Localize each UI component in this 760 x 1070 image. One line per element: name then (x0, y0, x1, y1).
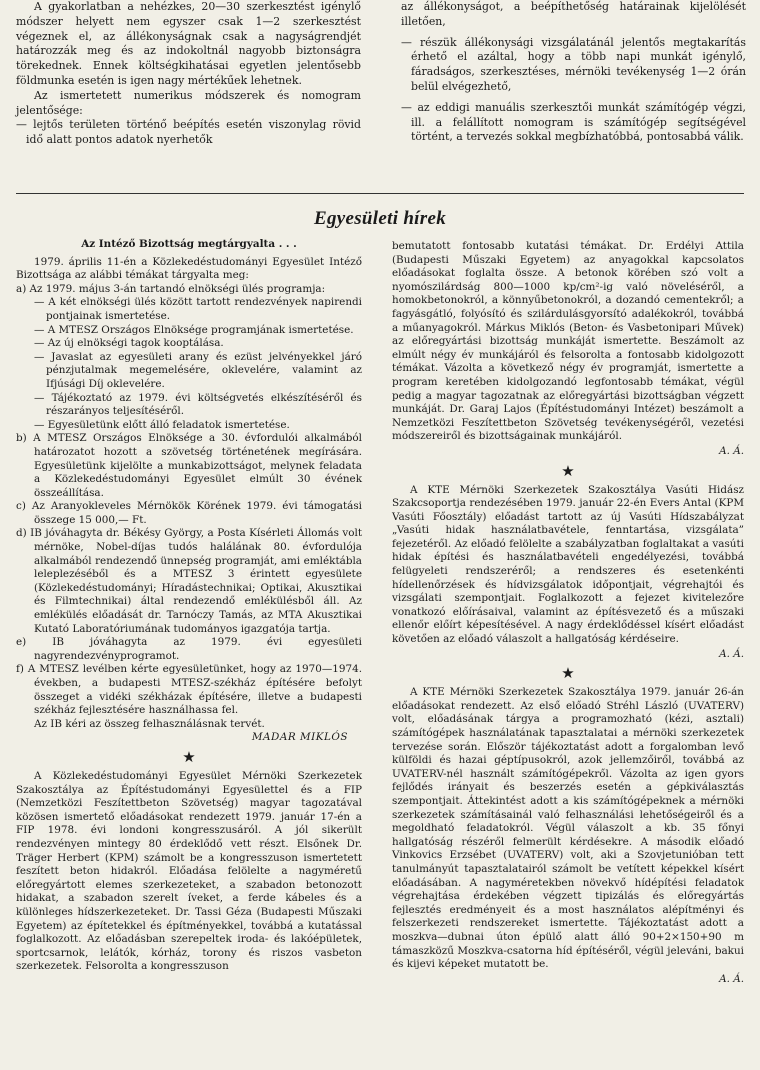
paragraph: 1979. április 11-én a Közlekedéstudományi Egyesület Intéző Bizottsága az alábbi témákat tárgyalta meg: (16, 255, 362, 282)
author-initials: A. Á. (719, 972, 744, 985)
star-separator-icon: ★ (561, 461, 575, 480)
dash-item: — lejtős területen történő beépítés esetén viszonylag rövid idő alatt pontos adatok nyerhetők (16, 118, 361, 147)
agenda-item: d) IB jóváhagyta dr. Békésy György, a Posta Kísérleti Állomás volt mérnöke, Nobel-díjas tudós halálának 80. évfordulója alkalmából rendezendő ünnepség programját, ami emléktábla leleplezéséből és a MTESZ 3 érintett egyesülete (Közlekedéstudományi; Híradástechnikai; Optikai, Akusztikai és Filmtechnikai) által rendezendő emlékülésből áll. Az emlékülés előadását dr. Tarnóczy Tamás, az MTA Akusztikai Kutató Laboratóriumának tudományos igazgatója tartja. (16, 527, 362, 635)
top-left-column (16, 0, 361, 148)
agenda-subitem: — A MTESZ Országos Elnöksége programjának ismertetése. (34, 323, 354, 336)
section-title: Egyesületi hírek (314, 208, 446, 229)
paragraph: A gyakorlatban a nehézkes, 20—30 szerkesztést igénylő módszer helyett nem egyszer csak 1—2 szerkesztést végeznek el, az állékonyságnak csak a nagyságrendjét határozzák meg és az indokoltnál nagyobb biztonságra törekednek. Ennek költségkihatásai egyetlen jelentősebb földmunka esetén is igen nagy mértékűek lehetnek. (16, 0, 361, 87)
section-divider (16, 193, 744, 194)
agenda-item: a) Az 1979. május 3-án tartandó elnökségi ülés programja: (16, 282, 326, 295)
agenda-subitem: — Javaslat az egyesületi arany és ezüst jelvényekkel járó pénzjutalmak megemelésére, oklevelére, valamint az Ifjúsági Díj oklevelére. (34, 350, 362, 390)
dash-item: — az eddigi manuális szerkesztői munkát számítógép végzi, ill. a felállított nomogram is számítógép segítségével történt, a tervezés sokkal megbízhatóbbá, pontosabbá válik. (401, 100, 746, 144)
author-signature: MADAR MIKLÓS (251, 731, 348, 744)
article-subtitle: Az Intéző Bizottság megtárgyalta . . . (81, 238, 297, 250)
paragraph: Az ismertetett numerikus módszerek és nomogram jelentősége: (16, 88, 361, 117)
paragraph: az állékonyságot, a beépíthetőség határainak kijelölését illetően, (401, 0, 746, 28)
star-separator-icon: ★ (561, 664, 575, 683)
agenda-item: c) Az Aranyokleveles Mérnökök Körének 1979. évi támogatási összege 15 000,— Ft. (16, 500, 362, 526)
agenda-subitem: — A két elnökségi ülés között tartott rendezvények napirendi pontjainak ismertetése. (34, 296, 362, 322)
agenda-item: e) IB jóváhagyta az 1979. évi egyesületi nagyrendezvényprogramot. (16, 636, 362, 662)
agenda-subitem: — Az új elnökségi tagok kooptálása. (34, 337, 224, 350)
paragraph: A KTE Mérnöki Szerkezetek Szakosztálya 1979. január 26-án előadásokat rendezett. Az első előadó Stréhl László (UVATERV) volt, előadásának tárgya a programozható (kézi, asztali) számítógépek használatának tapasztalatai a mérnöki szerkezetek tervezése során. Először tájékoztatást adott a forgalomban levő külföldi és hazai géptípusokról, azok jellemzőiről, továbbá az UVATERV-nél használt számítógépekről. Vázolta az igen gyors fejlődés irányait és beszerzés esetén a gépkiválasztás szempontjait. Áttekintést adott a kis számítógépeknek a mérnöki szerkezetek számításainál való felhasználási lehetőségeiről és a megoldható feladatokról. Végül válaszolt a kb. 35 főnyi hallgatóság részéről felmerült kérdésekre. A második előadó Vinkovics Erzsébet (UVATERV) volt, aki a Szovjetunióban tett tanulmányút tapasztalatairól számolt be vetített képekkel kísért előadásában. A nagyméretekben növekvő hídépítési feladatok végrehajtása érdekében végzett tipizálás és előregyártás fejlesztés eredményeit és a most használatos alépítményi és felszerkezeti rendszereket ismertette. Tájékoztatást adott a moszkva—dubnai úton épülő alatt álló 90+2×150+90 m támaszközű Moszkva-csatorna híd építéséről, végül jeleváni, bakui és kijevi képeket mutatott be. (392, 686, 744, 971)
right-column (392, 240, 744, 986)
agenda-subitem: — Tájékoztató az 1979. évi költségvetés elkészítéséről és részarányos teljesítéséről. (34, 391, 362, 418)
paragraph: A Közlekedéstudományi Egyesület Mérnöki Szerkezetek Szakosztálya az Építéstudományi Egyesülettel és a FIP (Nemzetközi Feszítettbeton Szövetség) magyar tagozatával közösen ismertető előadásokat rendezett 1979. január 17-én a FIP 1978. évi londoni kongresszusáról. A jól sikerült rendezvényen mintegy 80 érdeklődő vett részt. Elsőnek Dr. Träger Herbert (KPM) számolt be a kongresszuson ismertetett feszített beton hidakról. Előadása felölelte a nagyméretű előregyártott elemes szerkezeteket, a szabadon betonozott hidakat, a szabadon szerelt íveket, a ferde kábeles és a különleges hídszerkezeteket. Dr. Tassi Géza (Budapesti Műszaki Egyetem) az építetekkel és építményekkel, továbbá a kutatással foglalkozott. Az előadásban szerepeltek iroda- és lakóépületek, sportcsarnok, lelátók, kórház, torony és riszos vasbeton szerkezetek. Felsorolta a kongresszuson (16, 769, 362, 973)
paragraph: bemutatott fontosabb kutatási témákat. Dr. Erdélyi Attila (Budapesti Műszaki Egyetem) az anyagokkal kapcsolatos előadásokat foglalta össze. A betonok körében szó volt a nyomószilárdság 800—1000 kp/cm²-ig való növeléséről, a homokbetonokról, a könnyűbetonokról, a dozandó cementekről; a fagyásgátló, folyósító és szilárdulásgyorsító adalékokról, továbbá a műanyagokról. Márkus Miklós (Beton- és Vasbetonipari Művek) az előregyártási bizottság munkáját ismertette. Beszámolt az elmúlt négy év munkájáról és felsorolta a fontosabb kidolgozott témákat. Vázolta a következő négy év programját, ismertette a program keretében kidolgozandó legfontosabb témákat, végül pedig a magyar tagozatnak az előregyártási bizottságban végzett munkáját. Dr. Garaj Lajos (Építéstudományi Intézet) beszámolt a Nemzetközi Feszítettbeton Szövetség tevékenységéről, vezetési módszereiről és bizottságainak munkájáról. (392, 240, 744, 443)
agenda-subitem: — Egyesületünk előtt álló feladatok ismertetése. (34, 418, 290, 431)
paragraph: A KTE Mérnöki Szerkezetek Szakosztálya Vasúti Hidász Szakcsoportja rendezésében 1979. január 22-én Evers Antal (KPM Vasúti Főosztály) előadást tartott az új Vasúti Hídszabályzat „Vasúti hidak használatbavétele, fenntartása, vizsgálata” fejezetéről. Az előadó felölelte a szabályzatban foglaltakat a vasúti hidak építési és használatbavételi engedélyezési, továbbá felügyeleti rendszeréről; a rendszeres és esetenkénti hídellenőrzések és hídvizsgálatok időpontjait, végrehajtói és vizsgálati szempontjait. Foglalkozott a fejezet kivitelezőre vonatkozó előírásaival, valamint az építésvezető és a műszaki ellenőr előírt képesítésével. A nagy érdeklődéssel kísért előadást követően az előadó válaszolt a hallgatóság kérdéseire. (392, 483, 744, 646)
author-initials: A. Á. (719, 647, 744, 660)
paragraph: Az IB kéri az összeg felhasználásnak tervét. (34, 717, 265, 730)
star-separator-icon: ★ (182, 747, 196, 766)
dash-item: — részük állékonysági vizsgálatánál jelentős megtakarítás érhető el azáltal, hogy a több napi munkát igénylő, fáradságos, szerkesztéses, mérnöki tevékenység 1—2 órán belül elvégezhető, (401, 35, 746, 93)
agenda-item: f) A MTESZ levélben kérte egyesületünket, hogy az 1970—1974. években, a budapesti MTESZ-székház építésére befolyt összeget a vidéki székházak építésére, illetve a budapesti székház fejlesztésére használhassa fel. (16, 663, 362, 717)
left-column (16, 238, 362, 974)
top-right-column (401, 0, 746, 151)
author-initials: A. Á. (719, 444, 744, 457)
agenda-item: b) A MTESZ Országos Elnöksége a 30. évfordulói alkalmából határozatot hozott a szövetség történetének megírására. Egyesületünk kijelölte a munkabizottságot, melynek feladata a Közlekedéstudományi Egyesület elmúlt 30 évének összeállítása. (16, 432, 362, 499)
